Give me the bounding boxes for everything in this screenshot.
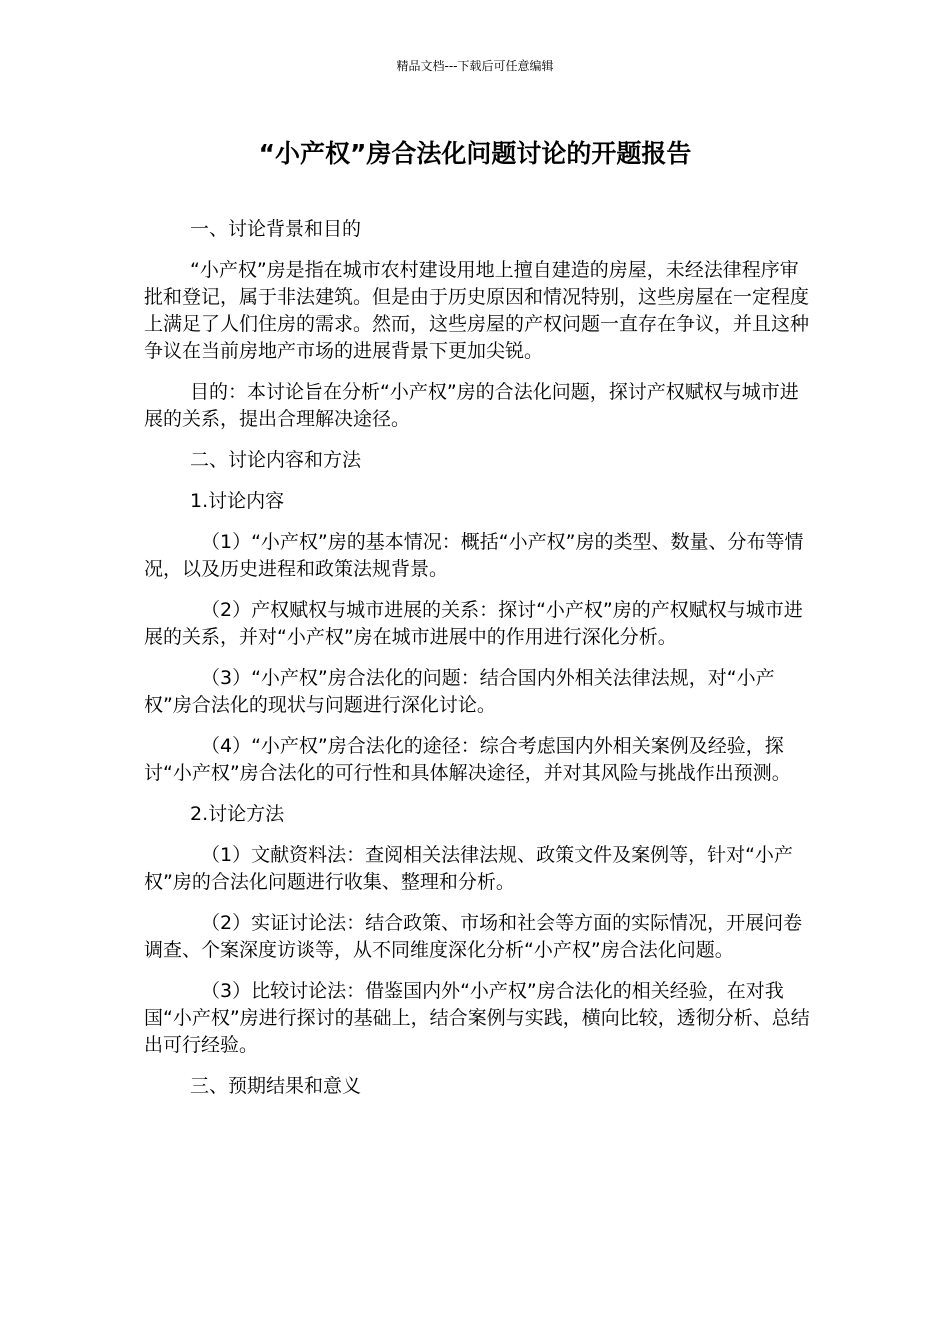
section-heading-content-method: 二、讨论内容和方法: [190, 449, 362, 471]
list-item-method-3: （3）比较讨论法：借鉴国内外“小产权”房合法化的相关经验，在对我国“小产权”房进行探讨的基础上，结合案例与实践，横向比较，透彻分析、总结出可行经验。: [144, 980, 810, 1056]
list-item-content-4: （4）“小产权”房合法化的途径：综合考虑国内外相关案例及经验，探讨“小产权”房合法化的可行性和具体解决途径，并对其风险与挑战作出预测。: [144, 735, 791, 784]
list-item-method-2: （2）实证讨论法：结合政策、市场和社会等方面的实际情况，开展问卷调查、个案深度访谈等，从不同维度深化分析“小产权”房合法化问题。: [144, 912, 803, 961]
list-item-content-1: （1）“小产权”房的基本情况：概括“小产权”房的类型、数量、分布等情况，以及历史进程和政策法规背景。: [144, 531, 804, 580]
subheading-content: 1.讨论内容: [190, 490, 285, 512]
section-heading-results: 三、预期结果和意义: [190, 1075, 362, 1097]
list-item-content-2: （2）产权赋权与城市进展的关系：探讨“小产权”房的产权赋权与城市进展的关系，并对“小产权”房在城市进展中的作用进行深化分析。: [144, 599, 803, 648]
list-item-content-3: （3）“小产权”房合法化的问题：结合国内外相关法律法规，对“小产权”房合法化的现状与问题进行深化讨论。: [144, 667, 775, 716]
document-title: “小产权”房合法化问题讨论的开题报告: [258, 139, 692, 168]
subheading-method: 2.讨论方法: [190, 803, 285, 825]
paragraph-background: “小产权”房是指在城市农村建设用地上擅自建造的房屋，未经法律程序审批和登记，属于非法建筑。但是由于历史原因和情况特别，这些房屋在一定程度上满足了人们住房的需求。然而，这些房屋的产权问题一直存在争议，并且这种争议在当前房地产市场的进展背景下更加尖锐。: [144, 259, 810, 362]
list-item-method-1: （1）文献资料法：查阅相关法律法规、政策文件及案例等，针对“小产权”房的合法化问题进行收集、整理和分析。: [144, 844, 793, 893]
page-header: 精品文档---下载后可任意编辑: [396, 59, 554, 73]
document-body: [144, 216, 814, 1114]
section-heading-background: 一、讨论背景和目的: [190, 218, 362, 240]
paragraph-purpose: 目的：本讨论旨在分析“小产权”房的合法化问题，探讨产权赋权与城市进展的关系，提出合理解决途径。: [144, 381, 799, 430]
